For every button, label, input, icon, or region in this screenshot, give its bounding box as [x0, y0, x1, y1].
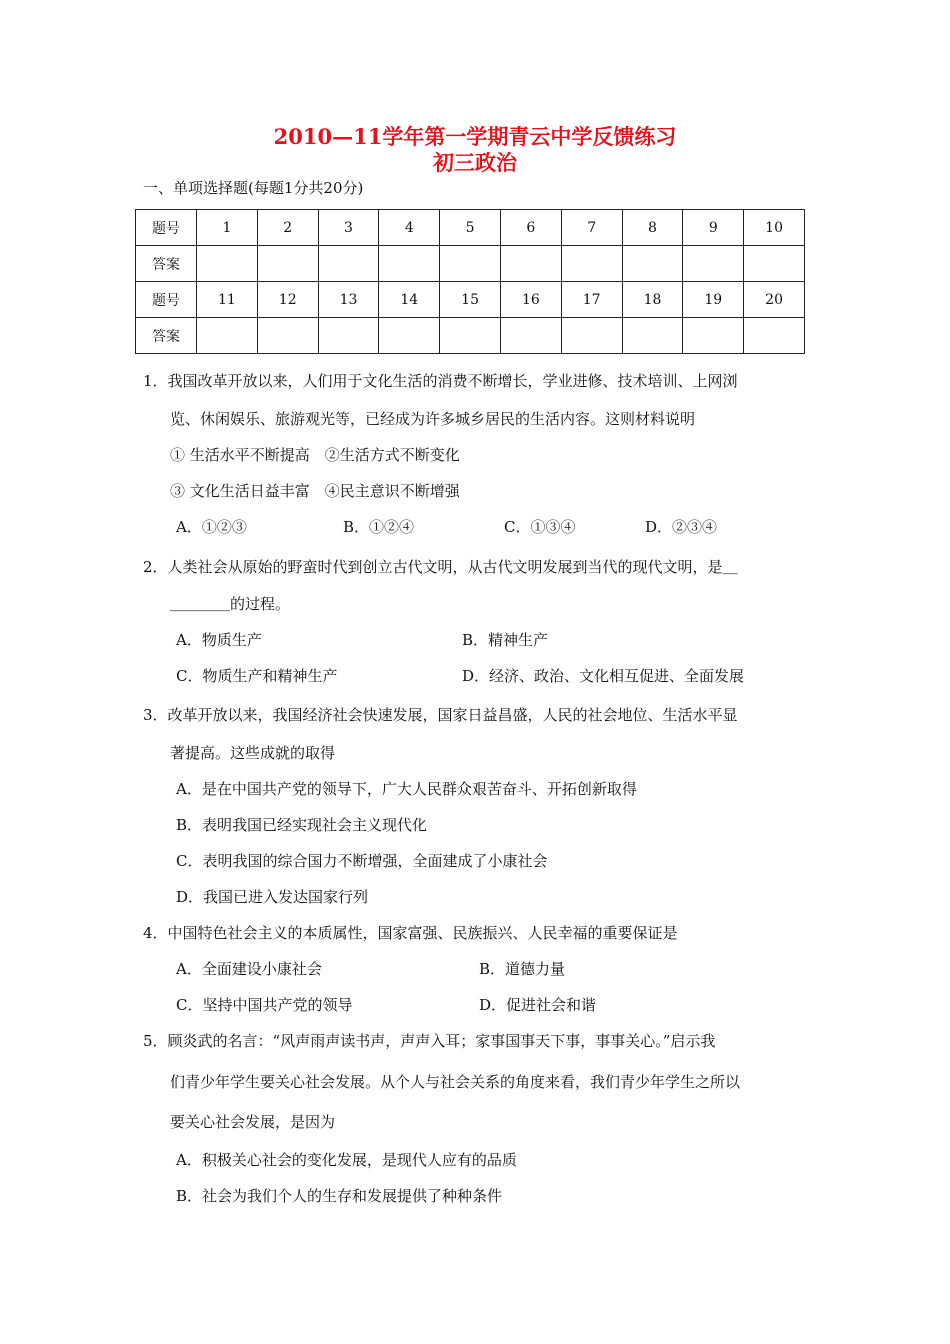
table-row: [136, 210, 805, 246]
table-cell: 20: [744, 282, 805, 318]
table-cell: 1: [197, 210, 258, 246]
answer-cell[interactable]: [622, 318, 683, 354]
answer-cell[interactable]: [197, 246, 258, 282]
answer-cell[interactable]: [257, 318, 318, 354]
question-3-option-d[interactable]: D．我国已进入发达国家行列: [176, 888, 369, 906]
question-1-stem: 1．我国改革开放以来，人们用于文化生活的消费不断增长，学业进修、技术培训、上网浏: [143, 372, 738, 390]
question-2-option-a[interactable]: A．物质生产: [176, 631, 262, 649]
table-cell: 答案: [136, 246, 197, 282]
answer-cell[interactable]: [318, 318, 379, 354]
table-cell: 7: [561, 210, 622, 246]
table-cell: 9: [683, 210, 744, 246]
answer-cell[interactable]: [683, 246, 744, 282]
table-row: [136, 282, 805, 318]
table-cell: 19: [683, 282, 744, 318]
answer-cell[interactable]: [440, 246, 501, 282]
answer-cell[interactable]: [197, 318, 258, 354]
question-5-stem-cont: 要关心社会发展，是因为: [170, 1113, 336, 1131]
answer-cell[interactable]: [683, 318, 744, 354]
question-5-option-a[interactable]: A．积极关心社会的变化发展，是现代人应有的品质: [176, 1151, 517, 1169]
question-2-option-c[interactable]: C．物质生产和精神生产: [176, 667, 338, 685]
answer-cell[interactable]: [379, 318, 440, 354]
question-1-option-a[interactable]: A．①②③: [176, 518, 247, 536]
question-4-option-a[interactable]: A．全面建设小康社会: [176, 960, 322, 978]
table-cell: 12: [257, 282, 318, 318]
question-1-statement: ① 生活水平不断提高 ②生活方式不断变化: [170, 446, 460, 464]
section-heading: 一、单项选择题(每题1分共20分): [143, 179, 364, 197]
table-cell: 答案: [136, 318, 197, 354]
page-subtitle: 初三政治: [433, 150, 517, 175]
answer-cell[interactable]: [318, 246, 379, 282]
table-row: [136, 318, 805, 354]
answer-cell[interactable]: [744, 318, 805, 354]
answer-table: [135, 209, 805, 354]
question-3-option-b[interactable]: B．表明我国已经实现社会主义现代化: [176, 816, 428, 834]
table-cell: 6: [500, 210, 561, 246]
question-3-option-a[interactable]: A．是在中国共产党的领导下，广大人民群众艰苦奋斗、开拓创新取得: [176, 780, 637, 798]
question-3-stem: 3．改革开放以来，我国经济社会快速发展，国家日益昌盛，人民的社会地位、生活水平显: [143, 706, 738, 724]
table-cell: 17: [561, 282, 622, 318]
table-cell: 4: [379, 210, 440, 246]
question-3-stem-cont: 著提高。这些成就的取得: [170, 744, 336, 762]
answer-cell[interactable]: [379, 246, 440, 282]
answer-cell[interactable]: [561, 246, 622, 282]
table-cell: 16: [500, 282, 561, 318]
question-5-stem-cont: 们青少年学生要关心社会发展。从个人与社会关系的角度来看，我们青少年学生之所以: [170, 1073, 741, 1091]
table-cell: 题号: [136, 210, 197, 246]
answer-cell[interactable]: [257, 246, 318, 282]
question-2-option-b[interactable]: B．精神生产: [462, 631, 549, 649]
answer-cell[interactable]: [622, 246, 683, 282]
table-cell: 15: [440, 282, 501, 318]
answer-cell[interactable]: [561, 318, 622, 354]
question-4-option-c[interactable]: C．坚持中国共产党的领导: [176, 996, 353, 1014]
question-3-option-c[interactable]: C．表明我国的综合国力不断增强，全面建成了小康社会: [176, 852, 548, 870]
answer-cell[interactable]: [744, 246, 805, 282]
table-row: [136, 246, 805, 282]
question-1-option-c[interactable]: C．①③④: [504, 518, 576, 536]
question-1-option-b[interactable]: B．①②④: [343, 518, 415, 536]
question-2-option-d[interactable]: D．经济、政治、文化相互促进、全面发展: [462, 667, 745, 685]
page-title: 2010—11学年第一学期青云中学反馈练习: [273, 124, 677, 149]
question-1-statement: ③ 文化生活日益丰富 ④民主意识不断增强: [170, 482, 460, 500]
table-cell: 8: [622, 210, 683, 246]
question-4-stem: 4．中国特色社会主义的本质属性，国家富强、民族振兴、人民幸福的重要保证是: [143, 924, 678, 942]
table-cell: 3: [318, 210, 379, 246]
table-cell: 2: [257, 210, 318, 246]
table-cell: 18: [622, 282, 683, 318]
question-5-stem: 5．顾炎武的名言：“风声雨声读书声，声声入耳；家事国事天下事，事事关心。”启示我: [143, 1032, 716, 1050]
question-5-option-b[interactable]: B．社会为我们个人的生存和发展提供了种种条件: [176, 1187, 503, 1205]
table-cell: 14: [379, 282, 440, 318]
question-2-stem-cont: ＿＿＿＿的过程。: [170, 595, 291, 613]
question-4-option-d[interactable]: D．促进社会和谐: [479, 996, 597, 1014]
table-cell: 13: [318, 282, 379, 318]
question-1-option-d[interactable]: D．②③④: [645, 518, 718, 536]
question-1-stem-cont: 览、休闲娱乐、旅游观光等，已经成为许多城乡居民的生活内容。这则材料说明: [170, 410, 696, 428]
answer-cell[interactable]: [440, 318, 501, 354]
answer-cell[interactable]: [500, 318, 561, 354]
table-cell: 11: [197, 282, 258, 318]
table-cell: 题号: [136, 282, 197, 318]
answer-cell[interactable]: [500, 246, 561, 282]
table-cell: 5: [440, 210, 501, 246]
question-2-stem: 2．人类社会从原始的野蛮时代到创立古代文明，从古代文明发展到当代的现代文明，是＿: [143, 558, 738, 576]
table-cell: 10: [744, 210, 805, 246]
question-4-option-b[interactable]: B．道德力量: [479, 960, 566, 978]
